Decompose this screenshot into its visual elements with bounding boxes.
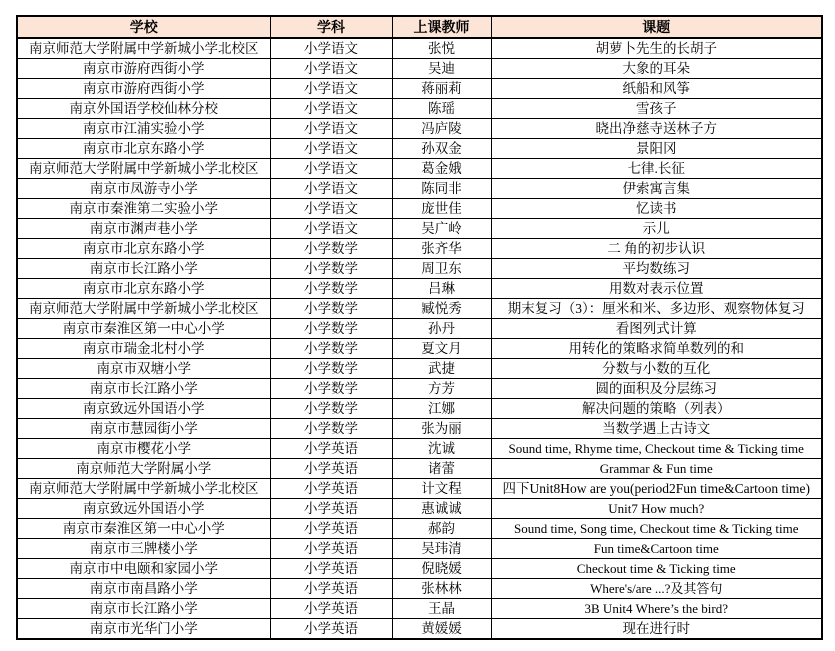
cell-school[interactable]: 南京师范大学附属中学新城小学北校区	[17, 159, 270, 179]
cell-school[interactable]: 南京致远外国语小学	[17, 399, 270, 419]
cell-subject[interactable]: 小学语文	[270, 119, 392, 139]
cell-teacher[interactable]: 郝韵	[392, 519, 491, 539]
cell-topic[interactable]: 纸船和风筝	[491, 79, 822, 99]
cell-teacher[interactable]: 孙双金	[392, 139, 491, 159]
table-row	[17, 319, 822, 339]
cell-teacher[interactable]: 蒋丽莉	[392, 79, 491, 99]
cell-teacher[interactable]: 方芳	[392, 379, 491, 399]
cell-school[interactable]: 南京师范大学附属中学新城小学北校区	[17, 299, 270, 319]
cell-school[interactable]: 南京市光华门小学	[17, 619, 270, 640]
cell-school[interactable]: 南京市秦淮第二实验小学	[17, 199, 270, 219]
cell-subject[interactable]: 小学英语	[270, 539, 392, 559]
cell-subject[interactable]: 小学数学	[270, 239, 392, 259]
cell-topic[interactable]: 忆读书	[491, 199, 822, 219]
cell-school[interactable]: 南京市三牌楼小学	[17, 539, 270, 559]
cell-teacher[interactable]: 惠诚诚	[392, 499, 491, 519]
table-row	[17, 519, 822, 539]
cell-school[interactable]: 南京外国语学校仙林分校	[17, 99, 270, 119]
cell-school[interactable]: 南京市瑞金北村小学	[17, 339, 270, 359]
cell-topic[interactable]: 晓出净慈寺送林子方	[491, 119, 822, 139]
cell-subject[interactable]: 小学英语	[270, 619, 392, 640]
cell-topic[interactable]: 雪孩子	[491, 99, 822, 119]
cell-topic[interactable]: 现在进行时	[491, 619, 822, 640]
cell-subject[interactable]: 小学英语	[270, 599, 392, 619]
col-header-school[interactable]: 学校	[17, 16, 270, 38]
col-header-topic[interactable]: 课题	[491, 16, 822, 38]
table-row	[17, 359, 822, 379]
cell-topic[interactable]: 七律.长征	[491, 159, 822, 179]
col-header-teacher[interactable]: 上课教师	[392, 16, 491, 38]
cell-school[interactable]: 南京市中电颐和家园小学	[17, 559, 270, 579]
cell-subject[interactable]: 小学英语	[270, 439, 392, 459]
cell-subject[interactable]: 小学语文	[270, 79, 392, 99]
cell-school[interactable]: 南京市游府西街小学	[17, 59, 270, 79]
cell-teacher[interactable]: 江娜	[392, 399, 491, 419]
table-row	[17, 119, 822, 139]
cell-teacher[interactable]: 黄媛媛	[392, 619, 491, 640]
cell-subject[interactable]: 小学语文	[270, 159, 392, 179]
cell-subject[interactable]: 小学英语	[270, 479, 392, 499]
cell-school[interactable]: 南京市渊声巷小学	[17, 219, 270, 239]
table-row	[17, 499, 822, 519]
cell-subject[interactable]: 小学数学	[270, 319, 392, 339]
cell-topic[interactable]: Grammar & Fun time	[491, 459, 822, 479]
cell-subject[interactable]: 小学数学	[270, 419, 392, 439]
table-row	[17, 539, 822, 559]
cell-subject[interactable]: 小学语文	[270, 199, 392, 219]
cell-subject[interactable]: 小学英语	[270, 579, 392, 599]
cell-school[interactable]: 南京市秦淮区第一中心小学	[17, 519, 270, 539]
cell-subject[interactable]: 小学数学	[270, 339, 392, 359]
cell-school[interactable]: 南京市长江路小学	[17, 379, 270, 399]
cell-school[interactable]: 南京师范大学附属小学	[17, 459, 270, 479]
cell-subject[interactable]: 小学英语	[270, 559, 392, 579]
cell-school[interactable]: 南京市南昌路小学	[17, 579, 270, 599]
cell-teacher[interactable]: 陈同非	[392, 179, 491, 199]
table-row	[17, 419, 822, 439]
cell-topic[interactable]: Where's/are ...?及其答句	[491, 579, 822, 599]
table-row	[17, 379, 822, 399]
cell-topic[interactable]: Sound time, Rhyme time, Checkout time & Ticking time	[491, 439, 822, 459]
cell-subject[interactable]: 小学语文	[270, 38, 392, 59]
cell-teacher[interactable]: 张悦	[392, 38, 491, 59]
cell-school[interactable]: 南京市慧园街小学	[17, 419, 270, 439]
cell-subject[interactable]: 小学数学	[270, 399, 392, 419]
cell-school[interactable]: 南京市长江路小学	[17, 599, 270, 619]
cell-subject[interactable]: 小学语文	[270, 59, 392, 79]
cell-subject[interactable]: 小学英语	[270, 459, 392, 479]
cell-school[interactable]: 南京市凤游寺小学	[17, 179, 270, 199]
cell-topic[interactable]: Checkout time & Ticking time	[491, 559, 822, 579]
cell-topic[interactable]: 期末复习（3）：厘米和米、多边形、观察物体复习	[491, 299, 822, 319]
lesson-table	[16, 15, 823, 640]
cell-subject[interactable]: 小学数学	[270, 299, 392, 319]
cell-teacher[interactable]: 王晶	[392, 599, 491, 619]
table-row	[17, 479, 822, 499]
cell-school[interactable]: 南京师范大学附属中学新城小学北校区	[17, 479, 270, 499]
table-row	[17, 459, 822, 479]
cell-teacher[interactable]: 葛金娥	[392, 159, 491, 179]
cell-school[interactable]: 南京市北京东路小学	[17, 239, 270, 259]
cell-teacher[interactable]: 夏文月	[392, 339, 491, 359]
cell-topic[interactable]: 圆的面积及分层练习	[491, 379, 822, 399]
cell-teacher[interactable]: 沈诚	[392, 439, 491, 459]
cell-teacher[interactable]: 吴迪	[392, 59, 491, 79]
cell-topic[interactable]: Sound time, Song time, Checkout time & Ticking time	[491, 519, 822, 539]
cell-subject[interactable]: 小学语文	[270, 139, 392, 159]
cell-subject[interactable]: 小学语文	[270, 219, 392, 239]
cell-topic[interactable]: 大象的耳朵	[491, 59, 822, 79]
table-row	[17, 99, 822, 119]
cell-topic[interactable]: 看图列式计算	[491, 319, 822, 339]
table-row	[17, 559, 822, 579]
cell-teacher[interactable]: 张林林	[392, 579, 491, 599]
table-row	[17, 399, 822, 419]
cell-subject[interactable]: 小学语文	[270, 99, 392, 119]
cell-topic[interactable]: 用数对表示位置	[491, 279, 822, 299]
cell-school[interactable]: 南京市北京东路小学	[17, 279, 270, 299]
cell-topic[interactable]: Fun time&Cartoon time	[491, 539, 822, 559]
cell-topic[interactable]: 示儿	[491, 219, 822, 239]
cell-teacher[interactable]: 庞世佳	[392, 199, 491, 219]
table-row	[17, 619, 822, 640]
table-row	[17, 579, 822, 599]
cell-school[interactable]: 南京市双塘小学	[17, 359, 270, 379]
cell-topic[interactable]: 用转化的策略求简单数列的和	[491, 339, 822, 359]
table-row	[17, 279, 822, 299]
cell-subject[interactable]: 小学英语	[270, 519, 392, 539]
cell-school[interactable]: 南京市樱花小学	[17, 439, 270, 459]
cell-teacher[interactable]: 周卫东	[392, 259, 491, 279]
cell-teacher[interactable]: 张齐华	[392, 239, 491, 259]
cell-subject[interactable]: 小学数学	[270, 259, 392, 279]
table-row	[17, 259, 822, 279]
cell-topic[interactable]: 解决问题的策略（列表）	[491, 399, 822, 419]
cell-topic[interactable]: 3B Unit4 Where’s the bird?	[491, 599, 822, 619]
cell-subject[interactable]: 小学数学	[270, 379, 392, 399]
cell-teacher[interactable]: 冯庐陵	[392, 119, 491, 139]
table-row	[17, 38, 822, 59]
cell-school[interactable]: 南京师范大学附属中学新城小学北校区	[17, 38, 270, 59]
cell-teacher[interactable]: 吕琳	[392, 279, 491, 299]
cell-school[interactable]: 南京市北京东路小学	[17, 139, 270, 159]
table-row	[17, 299, 822, 319]
cell-topic[interactable]: 二 角的初步认识	[491, 239, 822, 259]
cell-subject[interactable]: 小学数学	[270, 359, 392, 379]
cell-teacher[interactable]: 吴广岭	[392, 219, 491, 239]
cell-topic[interactable]: Unit7 How much?	[491, 499, 822, 519]
cell-teacher[interactable]: 陈瑶	[392, 99, 491, 119]
cell-teacher[interactable]: 吴玮清	[392, 539, 491, 559]
cell-topic[interactable]: 四下Unit8How are you(period2Fun time&Cartoon time)	[491, 479, 822, 499]
cell-topic[interactable]: 平均数练习	[491, 259, 822, 279]
table-row	[17, 199, 822, 219]
cell-school[interactable]: 南京市游府西街小学	[17, 79, 270, 99]
cell-teacher[interactable]: 武捷	[392, 359, 491, 379]
table-row	[17, 439, 822, 459]
cell-subject[interactable]: 小学数学	[270, 279, 392, 299]
cell-teacher[interactable]: 计文程	[392, 479, 491, 499]
table-row	[17, 179, 822, 199]
cell-subject[interactable]: 小学英语	[270, 499, 392, 519]
cell-teacher[interactable]: 臧悦秀	[392, 299, 491, 319]
cell-school[interactable]: 南京市江浦实验小学	[17, 119, 270, 139]
header-row	[17, 16, 822, 38]
cell-topic[interactable]: 分数与小数的互化	[491, 359, 822, 379]
table-row	[17, 79, 822, 99]
cell-school[interactable]: 南京市长江路小学	[17, 259, 270, 279]
cell-teacher[interactable]: 倪晓媛	[392, 559, 491, 579]
table-row	[17, 219, 822, 239]
cell-topic[interactable]: 胡萝卜先生的长胡子	[491, 38, 822, 59]
cell-topic[interactable]: 景阳冈	[491, 139, 822, 159]
cell-teacher[interactable]: 诸蕾	[392, 459, 491, 479]
cell-school[interactable]: 南京致远外国语小学	[17, 499, 270, 519]
cell-topic[interactable]: 伊索寓言集	[491, 179, 822, 199]
cell-teacher[interactable]: 张为丽	[392, 419, 491, 439]
cell-subject[interactable]: 小学语文	[270, 179, 392, 199]
table-row	[17, 599, 822, 619]
cell-school[interactable]: 南京市秦淮区第一中心小学	[17, 319, 270, 339]
table-row	[17, 59, 822, 79]
cell-teacher[interactable]: 孙丹	[392, 319, 491, 339]
col-header-subject[interactable]: 学科	[270, 16, 392, 38]
table-row	[17, 239, 822, 259]
cell-topic[interactable]: 当数学遇上古诗文	[491, 419, 822, 439]
table-row	[17, 159, 822, 179]
table-row	[17, 139, 822, 159]
table-row	[17, 339, 822, 359]
table-body	[17, 38, 822, 639]
